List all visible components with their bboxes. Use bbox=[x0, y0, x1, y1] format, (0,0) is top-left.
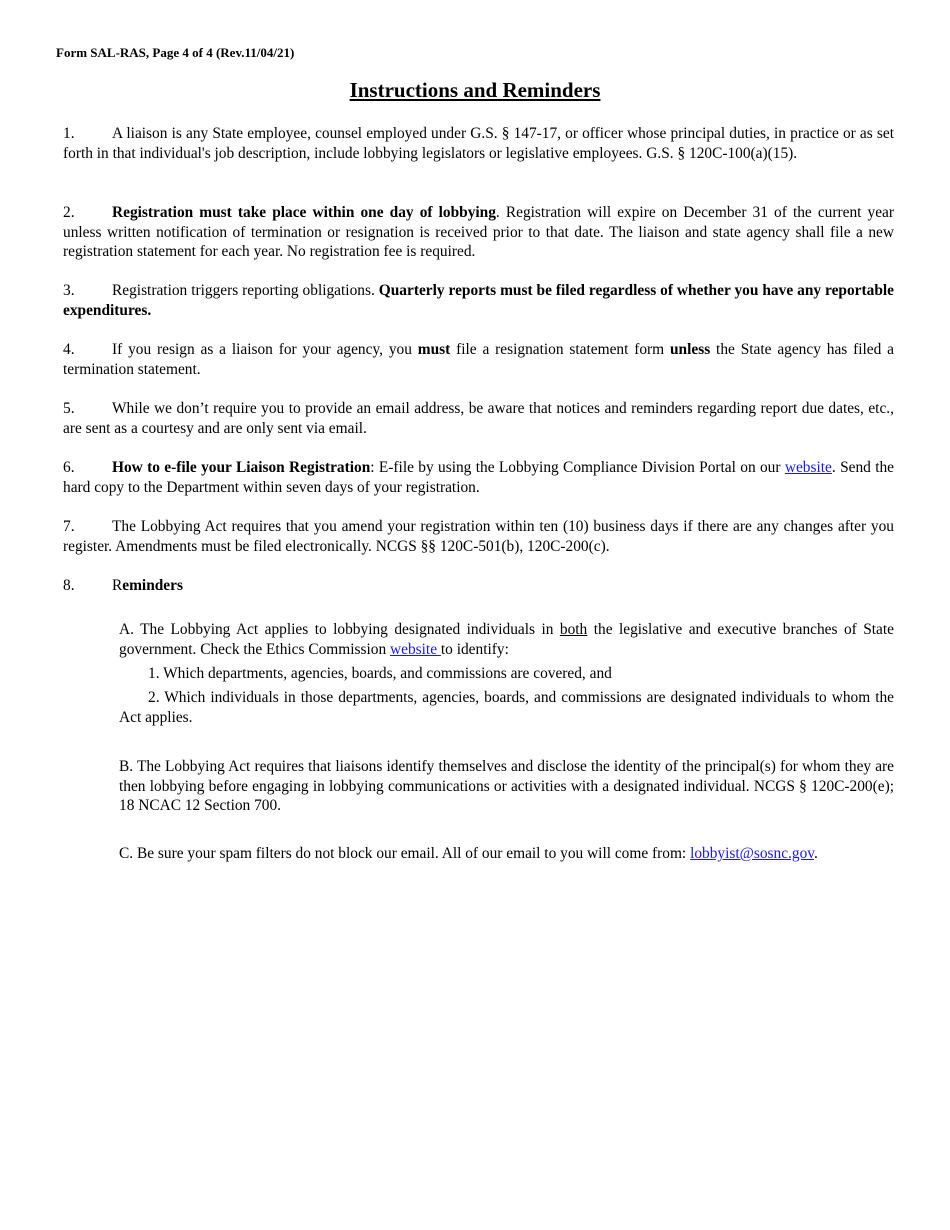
item-bold-text: How to e-file your Liaison Registration bbox=[112, 459, 371, 476]
item-text: While we don’t require you to provide an email address, be aware that notices and reminders regarding report due dates, etc., are sent as a courtesy and are only sent via email. bbox=[63, 400, 894, 437]
instruction-item-6 bbox=[63, 458, 894, 497]
reminder-a-2: 2. Which individuals in those departments, agencies, boards, and commissions are designated individuals to whom the Act applies. bbox=[119, 689, 894, 726]
website-link[interactable]: website bbox=[784, 459, 832, 476]
reminder-c bbox=[119, 844, 894, 864]
reminder-text: C. Be sure your spam filters do not block our email. All of our email to you will come from: bbox=[119, 845, 691, 862]
instruction-item-3 bbox=[63, 281, 894, 320]
item-number: 2. bbox=[63, 204, 75, 221]
reminder-text: . bbox=[813, 845, 818, 862]
page-title: Instructions and Reminders bbox=[349, 78, 601, 102]
reminder-b: B. The Lobbying Act requires that liaisons identify themselves and disclose the identity of the principal(s) for whom they are then lobbying before engaging in lobbying communications or activities with a designated individual. NCGS § 120C-200(e); 18 NCAC 12 Section 700. bbox=[119, 758, 894, 814]
item-text: R bbox=[112, 577, 123, 594]
reminder-a-1: 1. Which departments, agencies, boards, and commissions are covered, and bbox=[148, 665, 612, 682]
form-identifier: Form SAL-RAS, Page 4 of 4 (Rev.11/04/21) bbox=[56, 45, 295, 60]
instruction-item-7 bbox=[63, 517, 894, 556]
item-text: If you resign as a liaison for your agency, you bbox=[112, 341, 418, 358]
ethics-website-link[interactable]: website bbox=[390, 640, 441, 658]
reminder-text: the legislative and executive branches of State government. Check the Ethics Commission bbox=[119, 621, 894, 658]
item-bold-text: unless bbox=[669, 341, 711, 358]
instruction-item-2 bbox=[63, 203, 894, 262]
item-text: . Send the hard copy to the Department within seven days of your registration. bbox=[63, 459, 894, 496]
underlined-text: both bbox=[559, 621, 588, 638]
item-text: : E-file by using the Lobbying Compliance Division Portal on our bbox=[370, 459, 785, 476]
item-text: . Registration will expire on December 31 of the current year unless written notification of termination or resignation is received prior to that date. The liaison and state agency shall file a new registration statement for each year. No registration fee is required. bbox=[63, 204, 894, 260]
item-number: 7. bbox=[63, 518, 75, 535]
item-text: file a resignation statement form bbox=[450, 341, 670, 358]
instruction-item-5 bbox=[63, 399, 894, 438]
item-bold-text: must bbox=[417, 341, 451, 358]
item-text: Registration triggers reporting obligations. bbox=[112, 282, 379, 299]
item-bold-text: Quarterly reports must be filed regardless of whether you have any reportable expenditures. bbox=[63, 282, 894, 319]
item-text: The Lobbying Act requires that you amend your registration within ten (10) business days if there are any changes after you register. Amendments must be filed electronically. NCGS §§ 120C-501(b), 120C-200(c). bbox=[63, 518, 894, 555]
item-text: A liaison is any State employee, counsel employed under G.S. § 147-17, or officer whose principal duties, in practice or as set forth in that individual's job description, include lobbying legislators or legislative employees. G.S. § 120C-100(a)(15). bbox=[63, 125, 894, 162]
instruction-item-4 bbox=[63, 340, 894, 379]
item-number: 6. bbox=[63, 459, 75, 476]
item-bold-text: eminders bbox=[122, 577, 183, 594]
instruction-item-1 bbox=[63, 124, 894, 163]
reminder-text: A. The Lobbying Act applies to lobbying designated individuals in bbox=[119, 621, 560, 638]
email-link[interactable]: lobbyist@sosnc.gov bbox=[690, 845, 814, 862]
reminder-a bbox=[119, 620, 894, 659]
item-number: 1. bbox=[63, 125, 75, 142]
item-number: 8. bbox=[63, 577, 75, 594]
instruction-item-8 bbox=[63, 576, 894, 596]
item-text: the State agency has filed a termination statement. bbox=[63, 341, 894, 378]
item-number: 4. bbox=[63, 341, 75, 358]
item-number: 5. bbox=[63, 400, 75, 417]
reminder-text: to identify: bbox=[440, 640, 509, 658]
item-number: 3. bbox=[63, 282, 75, 299]
item-bold-text: Registration must take place within one day of lobbying bbox=[112, 204, 496, 221]
